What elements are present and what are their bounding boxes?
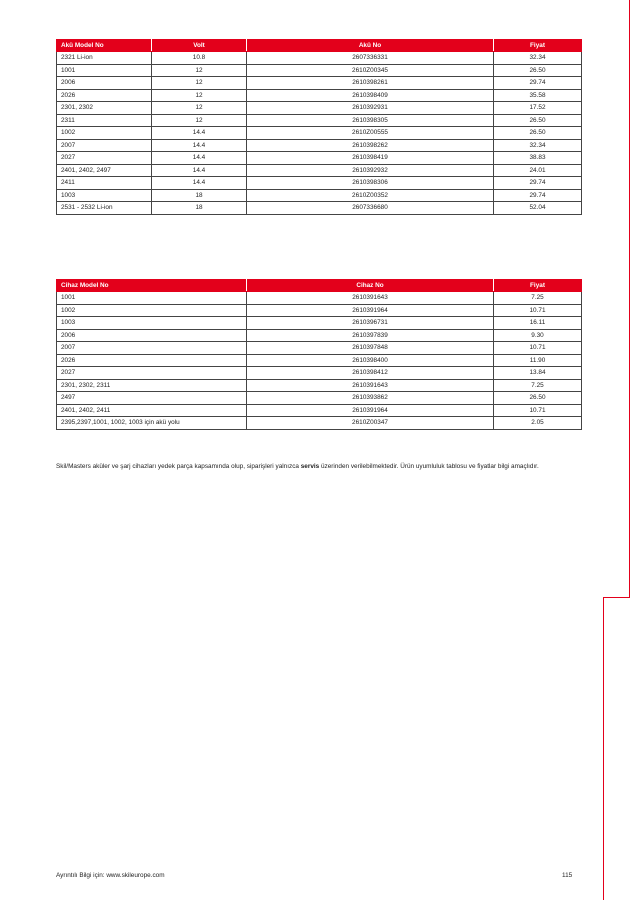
cell-charger-no: 2610398412	[247, 367, 494, 380]
cell-battery-no: 2610398261	[247, 77, 494, 90]
cell-battery-model: 2301, 2302	[57, 102, 152, 115]
cell-battery-model: 1003	[57, 189, 152, 202]
table-row	[57, 139, 582, 152]
cell-price: 7.25	[494, 379, 582, 392]
table-row	[57, 392, 582, 405]
table-row	[57, 152, 582, 165]
cell-volt: 14.4	[152, 177, 247, 190]
cell-battery-no: 2610398409	[247, 89, 494, 102]
cell-price: 13.84	[494, 367, 582, 380]
table-row	[57, 52, 582, 65]
column-header-charger-model: Cihaz Model No	[57, 280, 247, 292]
cell-battery-model: 2401, 2402, 2497	[57, 164, 152, 177]
cell-battery-model: 2311	[57, 114, 152, 127]
cell-volt: 14.4	[152, 127, 247, 140]
cell-charger-model: 2497	[57, 392, 247, 405]
cell-charger-no: 2610391643	[247, 379, 494, 392]
table-header-row	[57, 40, 582, 52]
cell-charger-no: 2610Z00347	[247, 417, 494, 430]
table-row	[57, 102, 582, 115]
cell-volt: 12	[152, 102, 247, 115]
table-row	[57, 77, 582, 90]
cell-volt: 14.4	[152, 139, 247, 152]
cell-volt: 14.4	[152, 164, 247, 177]
cell-charger-no: 2610391964	[247, 404, 494, 417]
decorative-line	[629, 0, 630, 598]
cell-battery-no: 2610Z00555	[247, 127, 494, 140]
cell-battery-model: 1002	[57, 127, 152, 140]
cell-volt: 18	[152, 202, 247, 215]
cell-charger-model: 1001	[57, 292, 247, 305]
cell-battery-no: 2610398262	[247, 139, 494, 152]
cell-volt: 10.8	[152, 52, 247, 65]
table-row	[57, 304, 582, 317]
cell-battery-model: 2006	[57, 77, 152, 90]
cell-charger-no: 2610398400	[247, 354, 494, 367]
column-header-volt: Volt	[152, 40, 247, 52]
cell-charger-model: 1002	[57, 304, 247, 317]
cell-price: 10.71	[494, 342, 582, 355]
cell-price: 52.04	[494, 202, 582, 215]
page-number: 115	[562, 872, 573, 879]
cell-volt: 12	[152, 114, 247, 127]
cell-charger-model: 2401, 2402, 2411	[57, 404, 247, 417]
table-row	[57, 417, 582, 430]
cell-charger-model: 2027	[57, 367, 247, 380]
cell-charger-no: 2610397848	[247, 342, 494, 355]
cell-price: 26.50	[494, 127, 582, 140]
cell-price: 9.30	[494, 329, 582, 342]
cell-charger-no: 2610391643	[247, 292, 494, 305]
cell-charger-no: 2610391964	[247, 304, 494, 317]
table-row	[57, 177, 582, 190]
cell-battery-model: 2026	[57, 89, 152, 102]
note-text-end: üzerinden verilebilmektedir. Ürün uyumluluk tablosu ve fiyatlar bilgi amaçlıdır.	[319, 463, 539, 470]
cell-price: 29.74	[494, 189, 582, 202]
cell-volt: 12	[152, 77, 247, 90]
cell-charger-model: 2395,2397,1001, 1002, 1003 için akü yolu	[57, 417, 247, 430]
cell-volt: 18	[152, 189, 247, 202]
cell-price: 38.83	[494, 152, 582, 165]
table-row	[57, 292, 582, 305]
footer-info: Ayrıntılı Bilgi için: www.skileurope.com	[56, 872, 165, 879]
column-header-battery-no: Akü No	[247, 40, 494, 52]
battery-table-body	[57, 52, 582, 215]
cell-price: 10.71	[494, 304, 582, 317]
cell-battery-no: 2610392932	[247, 164, 494, 177]
cell-battery-no: 2610398305	[247, 114, 494, 127]
cell-price: 32.34	[494, 52, 582, 65]
cell-charger-model: 2301, 2302, 2311	[57, 379, 247, 392]
cell-battery-model: 2531 - 2532 Li-ion	[57, 202, 152, 215]
cell-price: 29.74	[494, 177, 582, 190]
decorative-line	[603, 597, 630, 598]
column-header-price: Fiyat	[494, 280, 582, 292]
column-header-charger-no: Cihaz No	[247, 280, 494, 292]
cell-battery-model: 1001	[57, 64, 152, 77]
table-row	[57, 127, 582, 140]
cell-price: 11.90	[494, 354, 582, 367]
battery-price-table	[56, 39, 582, 215]
table-row	[57, 342, 582, 355]
cell-charger-model: 2006	[57, 329, 247, 342]
note-text-bold: servis	[300, 463, 320, 470]
cell-battery-no: 2607336331	[247, 52, 494, 65]
decorative-line	[603, 597, 604, 900]
cell-battery-model: 2027	[57, 152, 152, 165]
cell-charger-no: 2610397839	[247, 329, 494, 342]
table-row	[57, 404, 582, 417]
cell-price: 32.34	[494, 139, 582, 152]
table-header-row	[57, 280, 582, 292]
cell-battery-model: 2411	[57, 177, 152, 190]
cell-battery-no: 2607336680	[247, 202, 494, 215]
charger-price-table	[56, 279, 582, 430]
table-row	[57, 317, 582, 330]
cell-charger-no: 2610393862	[247, 392, 494, 405]
table-row	[57, 64, 582, 77]
column-header-price: Fiyat	[494, 40, 582, 52]
table-row	[57, 114, 582, 127]
cell-price: 26.50	[494, 64, 582, 77]
cell-battery-model: 2321 Li-ion	[57, 52, 152, 65]
table-row	[57, 202, 582, 215]
cell-price: 7.25	[494, 292, 582, 305]
charger-table-body	[57, 292, 582, 430]
table-row	[57, 379, 582, 392]
cell-battery-no: 2610Z00352	[247, 189, 494, 202]
cell-charger-no: 2610396731	[247, 317, 494, 330]
cell-battery-no: 2610398306	[247, 177, 494, 190]
cell-price: 26.50	[494, 392, 582, 405]
cell-charger-model: 2007	[57, 342, 247, 355]
cell-price: 35.58	[494, 89, 582, 102]
cell-price: 26.50	[494, 114, 582, 127]
info-note	[56, 463, 596, 470]
cell-battery-no: 2610392931	[247, 102, 494, 115]
cell-price: 16.11	[494, 317, 582, 330]
table-row	[57, 164, 582, 177]
column-header-battery-model: Akü Model No	[57, 40, 152, 52]
cell-price: 29.74	[494, 77, 582, 90]
table-row	[57, 189, 582, 202]
table-row	[57, 367, 582, 380]
table-row	[57, 329, 582, 342]
cell-price: 10.71	[494, 404, 582, 417]
cell-charger-model: 2026	[57, 354, 247, 367]
cell-battery-model: 2007	[57, 139, 152, 152]
table-row	[57, 354, 582, 367]
cell-price: 24.01	[494, 164, 582, 177]
cell-battery-no: 2610398419	[247, 152, 494, 165]
cell-volt: 12	[152, 64, 247, 77]
cell-volt: 12	[152, 89, 247, 102]
cell-price: 17.52	[494, 102, 582, 115]
cell-charger-model: 1003	[57, 317, 247, 330]
cell-price: 2.05	[494, 417, 582, 430]
cell-battery-no: 2610Z00345	[247, 64, 494, 77]
cell-volt: 14.4	[152, 152, 247, 165]
note-text-start: Skil/Masters aküler ve şarj cihazları yedek parça kapsamında olup, siparişleri yalnızca	[56, 463, 301, 470]
table-row	[57, 89, 582, 102]
